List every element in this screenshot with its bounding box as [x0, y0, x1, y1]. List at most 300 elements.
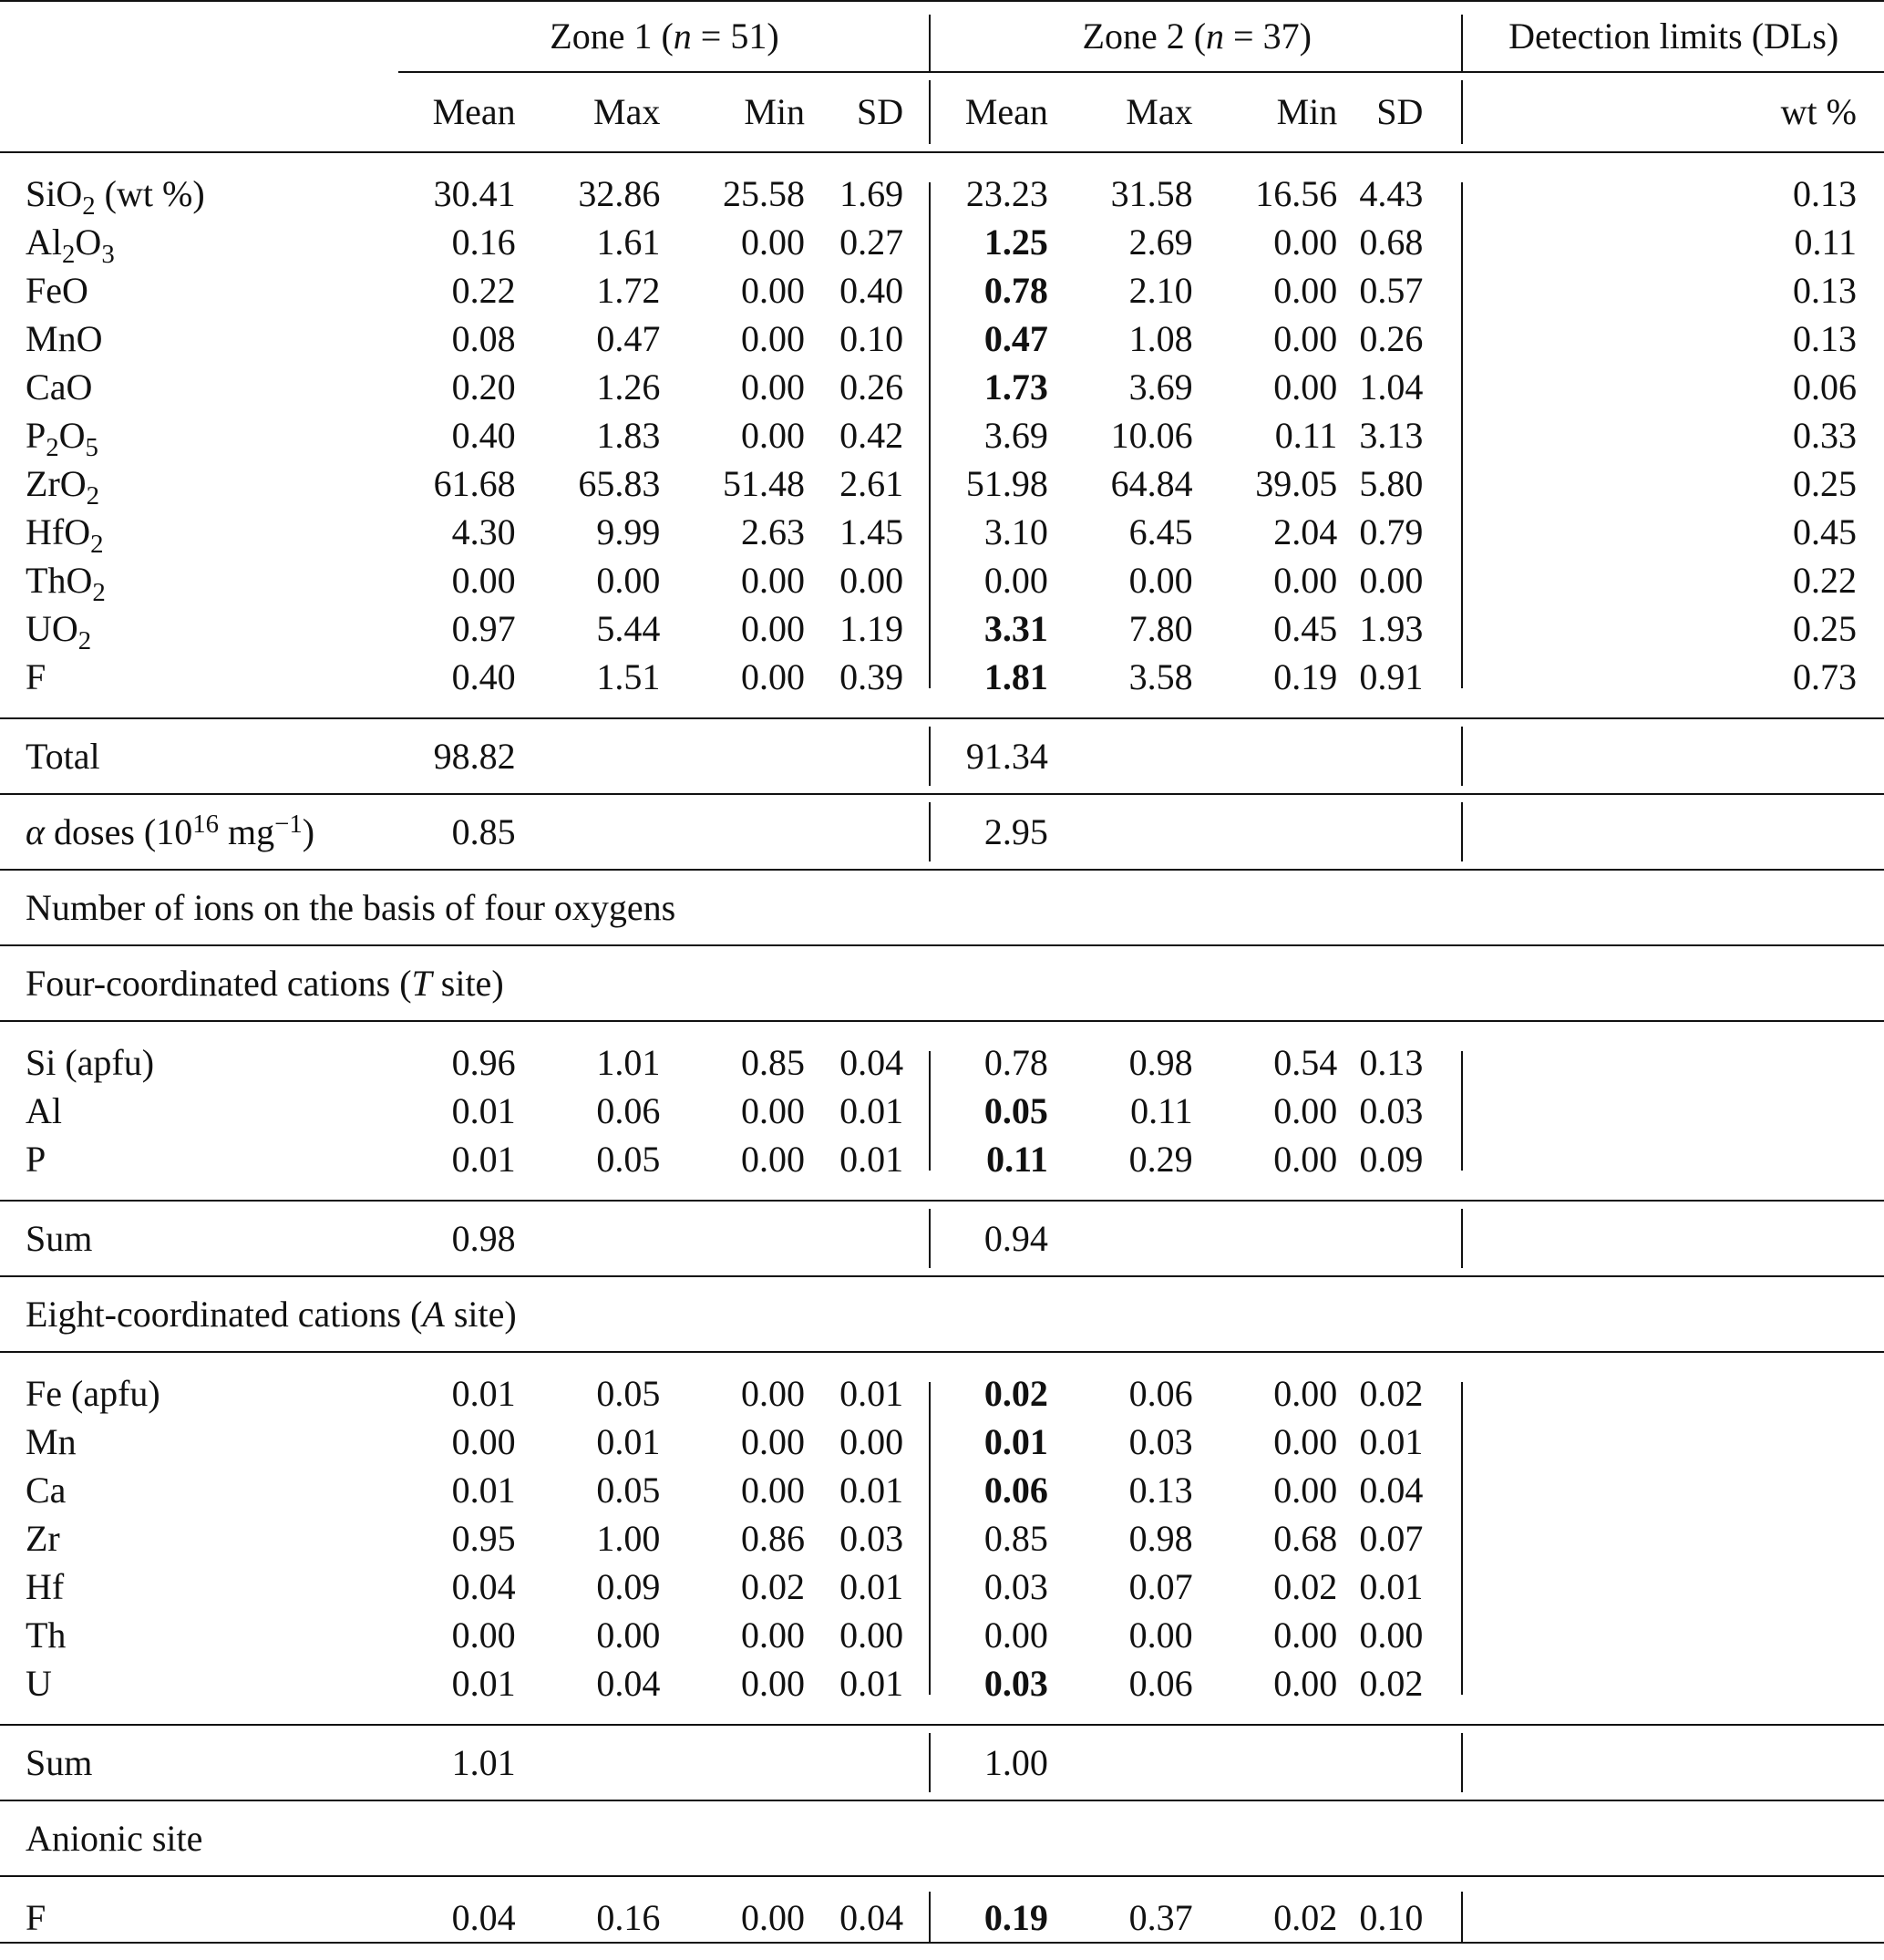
detection-limit	[1463, 1087, 1884, 1135]
zone2-max: 3.69	[1128, 366, 1193, 407]
zone2-sd: 0.09	[1337, 1135, 1463, 1183]
empty-cell	[516, 718, 661, 794]
zone1-max: 9.99	[596, 511, 661, 552]
row-label: SiO$_2$ (wt %)	[26, 172, 205, 221]
ions-heading	[0, 870, 1884, 945]
zone1-min: 0.00	[741, 1662, 806, 1704]
zone2-min: 0.00	[1273, 269, 1338, 311]
empty-cell	[1048, 1201, 1193, 1276]
zone1-mean: 0.04	[451, 1896, 516, 1938]
row-label: Hf	[26, 1565, 65, 1607]
table-row	[0, 1611, 1884, 1659]
detection-limit: 0.06	[1793, 366, 1857, 407]
zone1-mean: 0.00	[451, 559, 516, 601]
zone2-sd: 0.02	[1337, 1369, 1463, 1418]
zone1-min: 0.00	[741, 221, 806, 263]
detection-limit	[1463, 1893, 1884, 1943]
zone1-col-mean: Mean	[398, 72, 516, 152]
table-row	[0, 604, 1884, 653]
row-label: CaO	[26, 366, 93, 407]
row-label: ZrO$_2$	[26, 462, 100, 511]
zone2-max: 2.69	[1128, 221, 1193, 263]
zone1-max: 1.61	[596, 221, 661, 263]
row-label: HfO$_2$	[26, 511, 104, 559]
zone1-max: 0.01	[596, 1420, 661, 1462]
a-site-heading-text: Eight-coordinated cations (A site)	[0, 1276, 1884, 1352]
empty-cell	[1048, 718, 1193, 794]
row-label: Al	[26, 1089, 62, 1131]
zone2-mean: 0.78	[983, 1041, 1048, 1083]
zone2-max: 0.13	[1128, 1469, 1193, 1511]
zone2-sd: 0.02	[1337, 1659, 1463, 1707]
spacer	[0, 1183, 1884, 1201]
zone2-sd: 0.00	[1337, 1611, 1463, 1659]
zone1-sd: 0.10	[805, 315, 931, 363]
zone1-sd: 0.01	[805, 1466, 931, 1514]
bold-value: 1.73	[983, 366, 1048, 407]
zone1-sd: 0.39	[805, 653, 931, 701]
bottom-rule-cell	[0, 1943, 1884, 1960]
row-label: $P_2O_5$	[26, 414, 98, 462]
row-label: Si (apfu)	[26, 1041, 155, 1083]
zone2-min: 0.19	[1273, 655, 1338, 697]
zone2-max: 1.08	[1128, 317, 1193, 359]
zone1-sd: 0.00	[805, 1611, 931, 1659]
t-site-heading-text: Four-coordinated cations (T site)	[0, 945, 1884, 1021]
zone1-max: 0.00	[596, 1614, 661, 1656]
zone2-min: 0.00	[1273, 1089, 1338, 1131]
zone1-mean: 0.85	[398, 794, 516, 870]
zone1-sd: 0.01	[805, 1659, 931, 1707]
zone2-min: 16.56	[1255, 172, 1338, 214]
header-row-zones	[0, 1, 1884, 72]
zone2-max: 64.84	[1110, 462, 1193, 504]
detection-limit: 0.25	[1793, 607, 1857, 649]
row-label: $Al_2O_3$	[26, 221, 115, 269]
detection-limit	[1463, 1135, 1884, 1183]
zone2-max: 3.58	[1128, 655, 1193, 697]
table-row	[0, 653, 1884, 701]
zone2-mean	[931, 1087, 1048, 1135]
zone1-min: 0.00	[741, 1896, 806, 1938]
empty-cell	[1337, 1201, 1463, 1276]
table-row	[0, 363, 1884, 411]
zone1-mean: 0.00	[451, 1614, 516, 1656]
zone1-sd: 1.69	[805, 170, 931, 218]
zone2-mean	[931, 1135, 1048, 1183]
zone1-mean: 61.68	[433, 462, 516, 504]
empty-cell	[1048, 1725, 1193, 1800]
empty-cell	[1193, 1725, 1338, 1800]
zone1-max: 0.05	[596, 1469, 661, 1511]
bold-value: 0.78	[983, 269, 1048, 311]
zone1-sd: 0.03	[805, 1514, 931, 1563]
spacer	[0, 701, 1884, 718]
zone2-mean: 2.95	[931, 794, 1048, 870]
empty-cell	[1048, 794, 1193, 870]
spacer-row	[0, 1183, 1884, 1201]
zone1-min: 25.58	[723, 172, 806, 214]
row-label: Mn	[26, 1420, 77, 1462]
zone2-min: 0.00	[1273, 317, 1338, 359]
alpha-doses-label: α doses ($10^{16}$ $mg^{-1}$)	[0, 794, 398, 870]
row-label: Zr	[26, 1517, 60, 1559]
zone1-min: 0.00	[741, 366, 806, 407]
row-label: U	[26, 1662, 52, 1704]
zone2-max: 0.06	[1128, 1662, 1193, 1704]
zone1-sd: 0.01	[805, 1369, 931, 1418]
header-blank	[0, 1, 398, 72]
empty-cell	[516, 1201, 661, 1276]
zone2-mean	[931, 1659, 1048, 1707]
zone2-min: 0.00	[1273, 221, 1338, 263]
header-row-stats	[0, 72, 1884, 152]
empty-cell	[516, 1725, 661, 1800]
zone2-min: 0.00	[1273, 1662, 1338, 1704]
t-site-heading	[0, 945, 1884, 1021]
empty-cell	[1193, 718, 1338, 794]
zone2-mean: 0.03	[983, 1565, 1048, 1607]
zone2-sd: 0.10	[1337, 1893, 1463, 1943]
zone1-sd: 2.61	[805, 459, 931, 508]
zone2-header: Zone 2 (n = 37)	[931, 1, 1463, 72]
empty-cell	[805, 1201, 931, 1276]
zone2-col-mean: Mean	[931, 72, 1048, 152]
empty-cell	[1337, 718, 1463, 794]
zone2-sd: 4.43	[1337, 170, 1463, 218]
spacer	[0, 1876, 1884, 1893]
zone2-sd: 0.01	[1337, 1563, 1463, 1611]
detection-limit	[1463, 1466, 1884, 1514]
spacer-row	[0, 701, 1884, 718]
zone1-sd: 0.26	[805, 363, 931, 411]
zone1-mean: 0.16	[451, 221, 516, 263]
zone1-max: 0.09	[596, 1565, 661, 1607]
zone2-mean	[931, 604, 1048, 653]
detection-limit	[1463, 1369, 1884, 1418]
bold-value: 0.03	[983, 1662, 1048, 1704]
detection-limit	[1463, 1659, 1884, 1707]
zone1-max: 1.83	[596, 414, 661, 456]
zone1-mean: 0.95	[451, 1517, 516, 1559]
header-blank	[0, 72, 398, 152]
table-row	[0, 1466, 1884, 1514]
zone1-max: 65.83	[578, 462, 661, 504]
zone2-min: 0.02	[1273, 1565, 1338, 1607]
empty-cell	[805, 718, 931, 794]
zone1-max: 0.04	[596, 1662, 661, 1704]
zone1-max: 1.01	[596, 1041, 661, 1083]
zone1-sd: 0.00	[805, 556, 931, 604]
zone1-sd: 0.27	[805, 218, 931, 266]
zone2-col-sd: SD	[1337, 72, 1463, 152]
zone2-mean: 0.94	[931, 1201, 1048, 1276]
row-label: MnO	[26, 317, 103, 359]
zone2-mean: 0.00	[983, 1614, 1048, 1656]
zone1-mean: 0.97	[451, 607, 516, 649]
zone1-mean: 0.22	[451, 269, 516, 311]
bold-value: 1.25	[983, 221, 1048, 263]
zone2-max: 0.11	[1130, 1089, 1193, 1131]
zone2-min: 0.45	[1273, 607, 1338, 649]
empty-cell	[660, 1725, 805, 1800]
zone1-max: 0.06	[596, 1089, 661, 1131]
zone2-min: 0.00	[1273, 1372, 1338, 1414]
zone1-max: 1.72	[596, 269, 661, 311]
empty-cell	[805, 794, 931, 870]
zone1-col-sd: SD	[805, 72, 931, 152]
empty-cell	[1337, 1725, 1463, 1800]
zone1-min: 0.02	[741, 1565, 806, 1607]
empty-cell	[1463, 718, 1884, 794]
zone2-mean: 23.23	[965, 172, 1048, 214]
row-label: F	[26, 655, 46, 697]
zone1-sd: 0.01	[805, 1563, 931, 1611]
zone2-min: 0.00	[1273, 1138, 1338, 1180]
dl-unit-header: wt %	[1463, 72, 1884, 152]
table-row	[0, 1135, 1884, 1183]
zone2-max: 0.98	[1128, 1041, 1193, 1083]
detection-limit: 0.73	[1793, 655, 1857, 697]
zone1-min: 0.00	[741, 655, 806, 697]
table-row	[0, 218, 1884, 266]
empty-cell	[660, 718, 805, 794]
detection-limit	[1463, 1611, 1884, 1659]
zone1-sd: 0.40	[805, 266, 931, 315]
spacer-row	[0, 1021, 1884, 1038]
zone2-mean	[931, 1369, 1048, 1418]
zone1-mean: 0.98	[398, 1201, 516, 1276]
zone1-sd: 0.01	[805, 1087, 931, 1135]
zone1-sd: 0.42	[805, 411, 931, 459]
total-row	[0, 718, 1884, 794]
zone1-mean: 0.04	[451, 1565, 516, 1607]
bold-value: 0.01	[983, 1420, 1048, 1462]
zone2-sd: 0.04	[1337, 1466, 1463, 1514]
zone2-mean	[931, 1418, 1048, 1466]
empty-cell	[660, 794, 805, 870]
zone1-mean: 0.01	[451, 1372, 516, 1414]
zone2-max: 0.07	[1128, 1565, 1193, 1607]
zone1-sd: 0.00	[805, 1418, 931, 1466]
table-row	[0, 508, 1884, 556]
zone1-sd: 0.04	[805, 1038, 931, 1087]
bold-value: 1.81	[983, 655, 1048, 697]
detection-limit	[1463, 1418, 1884, 1466]
zone1-mean: 0.01	[451, 1469, 516, 1511]
empty-cell	[1337, 794, 1463, 870]
zone1-mean: 0.01	[451, 1089, 516, 1131]
table-row	[0, 1514, 1884, 1563]
zone2-sd: 1.04	[1337, 363, 1463, 411]
zone1-mean: 0.01	[451, 1662, 516, 1704]
zone1-max: 0.47	[596, 317, 661, 359]
detection-limit: 0.22	[1793, 559, 1857, 601]
zone1-min: 0.00	[741, 269, 806, 311]
table-row	[0, 1659, 1884, 1707]
empty-cell	[1463, 1201, 1884, 1276]
a-site-heading	[0, 1276, 1884, 1352]
zone2-sd: 0.00	[1337, 556, 1463, 604]
zone1-col-min: Min	[660, 72, 805, 152]
spacer	[0, 1352, 1884, 1369]
zone2-mean	[931, 1893, 1048, 1943]
zone1-min: 0.86	[741, 1517, 806, 1559]
bold-value: 0.47	[983, 317, 1048, 359]
zone1-min: 0.00	[741, 1372, 806, 1414]
table-row	[0, 1893, 1884, 1943]
detection-limit	[1463, 1514, 1884, 1563]
empty-cell	[805, 1725, 931, 1800]
zone2-min: 0.68	[1273, 1517, 1338, 1559]
zone1-mean: 1.01	[398, 1725, 516, 1800]
row-label: Ca	[26, 1469, 67, 1511]
zone1-min: 0.00	[741, 1614, 806, 1656]
zone1-col-max: Max	[516, 72, 661, 152]
zone1-max: 5.44	[596, 607, 661, 649]
empty-cell	[660, 1201, 805, 1276]
zone1-min: 0.00	[741, 559, 806, 601]
zone2-max: 2.10	[1128, 269, 1193, 311]
spacer-row	[0, 1707, 1884, 1725]
zone2-mean	[931, 266, 1048, 315]
zone1-max: 1.51	[596, 655, 661, 697]
zone2-sd: 0.01	[1337, 1418, 1463, 1466]
zone2-sd: 0.91	[1337, 653, 1463, 701]
table-row	[0, 1087, 1884, 1135]
zone1-max: 1.26	[596, 366, 661, 407]
zone1-mean: 98.82	[398, 718, 516, 794]
bold-value: 0.11	[986, 1138, 1048, 1180]
zone2-max: 7.80	[1128, 607, 1193, 649]
zone2-col-min: Min	[1193, 72, 1338, 152]
zone2-sd: 0.03	[1337, 1087, 1463, 1135]
zone1-header: Zone 1 (n = 51)	[398, 1, 931, 72]
anionic-heading-text: Anionic site	[0, 1800, 1884, 1876]
zone2-max: 0.98	[1128, 1517, 1193, 1559]
zone1-sd: 1.45	[805, 508, 931, 556]
zone2-max: 10.06	[1110, 414, 1193, 456]
zone1-mean: 0.20	[451, 366, 516, 407]
zone1-min: 0.00	[741, 414, 806, 456]
zone2-min: 0.54	[1273, 1041, 1338, 1083]
zone2-mean: 0.00	[983, 559, 1048, 601]
detection-limit: 0.33	[1793, 414, 1857, 456]
table-row	[0, 459, 1884, 508]
row-label: FeO	[26, 269, 88, 311]
zone1-max: 1.00	[596, 1517, 661, 1559]
zone2-sd: 0.57	[1337, 266, 1463, 315]
zone1-min: 0.85	[741, 1041, 806, 1083]
zone1-max: 0.16	[596, 1896, 661, 1938]
table-row	[0, 1369, 1884, 1418]
zone2-min: 0.00	[1273, 1420, 1338, 1462]
zone1-mean: 0.01	[451, 1138, 516, 1180]
zone2-col-max: Max	[1048, 72, 1193, 152]
zone1-min: 0.00	[741, 1420, 806, 1462]
detection-limit: 0.13	[1793, 172, 1857, 214]
zone2-mean: 91.34	[931, 718, 1048, 794]
zone2-max: 0.03	[1128, 1420, 1193, 1462]
zone2-max: 0.06	[1128, 1372, 1193, 1414]
table-row	[0, 170, 1884, 218]
zone2-max: 6.45	[1128, 511, 1193, 552]
zone1-min: 51.48	[723, 462, 806, 504]
detection-limit	[1463, 1563, 1884, 1611]
zone2-min: 0.00	[1273, 366, 1338, 407]
bold-value: 3.31	[983, 607, 1048, 649]
row-label: Fe (apfu)	[26, 1372, 160, 1414]
spacer-row	[0, 152, 1884, 170]
bold-value: 0.06	[983, 1469, 1048, 1511]
zone2-max: 0.00	[1128, 559, 1193, 601]
table-row	[0, 1038, 1884, 1087]
zone2-min: 0.00	[1273, 1614, 1338, 1656]
zone2-mean	[931, 363, 1048, 411]
alpha-doses-row	[0, 794, 1884, 870]
zone2-mean: 0.85	[983, 1517, 1048, 1559]
zone2-sd: 0.07	[1337, 1514, 1463, 1563]
bold-value: 0.05	[983, 1089, 1048, 1131]
empty-cell	[516, 794, 661, 870]
empty-cell	[1463, 794, 1884, 870]
detection-limit: 0.25	[1793, 462, 1857, 504]
zone1-mean: 0.00	[451, 1420, 516, 1462]
t-sum-row	[0, 1201, 1884, 1276]
zone2-sd: 1.93	[1337, 604, 1463, 653]
zone1-sd: 0.04	[805, 1893, 931, 1943]
row-label: ThO$_2$	[26, 559, 106, 607]
row-label: Th	[26, 1614, 67, 1656]
zone1-max: 0.05	[596, 1372, 661, 1414]
spacer	[0, 152, 1884, 170]
zone1-max: 0.00	[596, 559, 661, 601]
empty-cell	[1193, 1201, 1338, 1276]
t-sum-label: Sum	[0, 1201, 398, 1276]
table-row	[0, 266, 1884, 315]
zone2-mean	[931, 1466, 1048, 1514]
zone2-max: 0.00	[1128, 1614, 1193, 1656]
zone2-min: 0.00	[1273, 559, 1338, 601]
zone2-mean: 51.98	[965, 462, 1048, 504]
zone2-max: 0.29	[1128, 1138, 1193, 1180]
bold-value: 0.19	[983, 1896, 1048, 1938]
zone1-min: 0.00	[741, 1138, 806, 1180]
zone2-min: 0.02	[1273, 1896, 1338, 1938]
zone1-mean: 0.08	[451, 317, 516, 359]
zone1-max: 0.05	[596, 1138, 661, 1180]
table-row	[0, 1418, 1884, 1466]
zone2-min: 0.00	[1273, 1469, 1338, 1511]
row-label: $UO_2$	[26, 607, 92, 655]
zone1-mean: 0.40	[451, 655, 516, 697]
row-label: F	[26, 1896, 46, 1938]
zone2-min: 0.11	[1274, 414, 1338, 456]
detection-limit: 0.13	[1793, 317, 1857, 359]
zone1-min: 0.00	[741, 1089, 806, 1131]
zone2-min: 39.05	[1255, 462, 1338, 504]
detection-limits-header: Detection limits (DLs)	[1463, 1, 1884, 72]
zone2-mean: 3.10	[983, 511, 1048, 552]
zone2-mean: 1.00	[931, 1725, 1048, 1800]
zone2-min: 2.04	[1273, 511, 1338, 552]
zone1-mean: 30.41	[433, 172, 516, 214]
anionic-heading	[0, 1800, 1884, 1876]
ions-heading-text: Number of ions on the basis of four oxygens	[0, 870, 1884, 945]
a-sum-label: Sum	[0, 1725, 398, 1800]
zone1-sd: 1.19	[805, 604, 931, 653]
row-label: P	[26, 1138, 46, 1180]
